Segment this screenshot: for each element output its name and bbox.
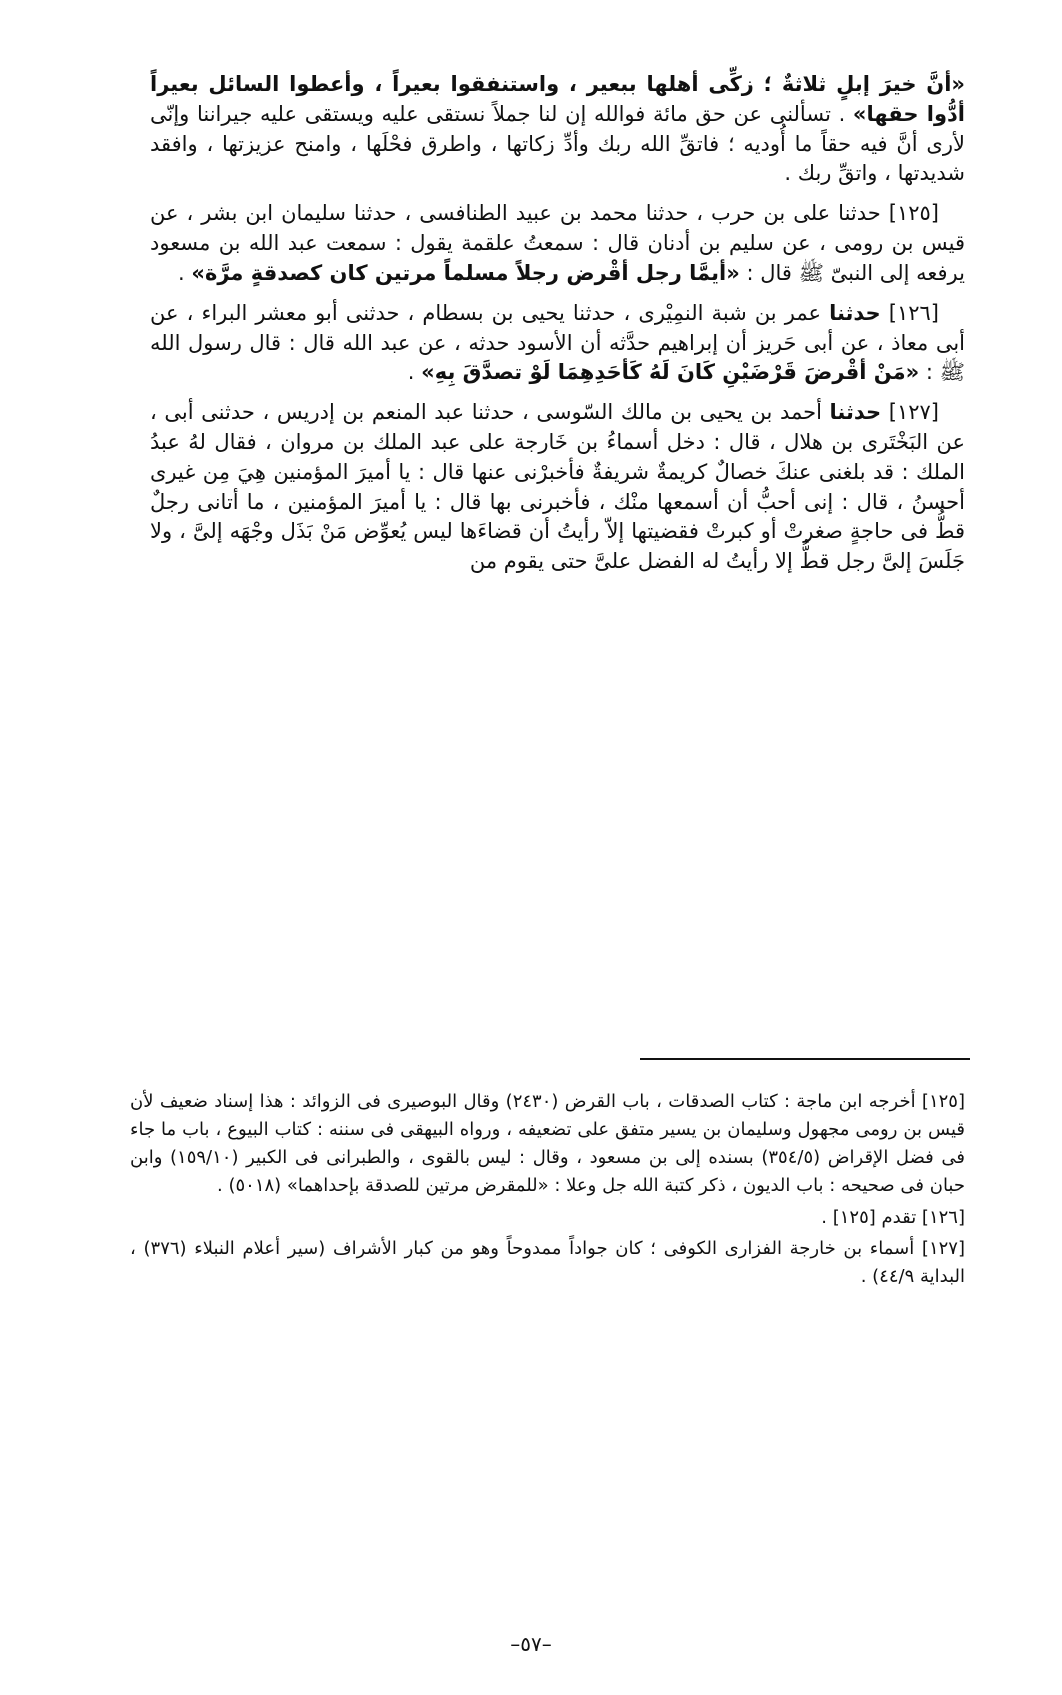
hadith-126-number: [١٢٦] xyxy=(880,300,939,325)
hadith-127-bold-start: حدثنا xyxy=(829,400,882,425)
footnotes xyxy=(130,1088,965,1295)
intro-rest: . تسألنى عن حق مائة فوالله إن لنا جملاً نستقى عليه ويستقى عليه جيراننا وإنّى لأرى أنَّ فيه حقاً ما أُوديه ؛ فاتقِّ الله ربك وأدِّ زكاتها ، واطرق فحْلَها ، وامنح عزيزتها ، وافقد شديدتها ، واتقِّ ربك . xyxy=(150,101,965,186)
hadith-125 xyxy=(150,199,965,288)
footnote-126: [١٢٦] تقدم [١٢٥] . xyxy=(821,1206,965,1228)
hadith-127 xyxy=(150,398,965,577)
footnote-125: [١٢٥] أخرجه ابن ماجة : كتاب الصدقات ، باب القرض (٢٤٣٠) وقال البوصيرى فى الزوائد : هذا إسناد ضعيف لأن قيس بن رومى مجهول وسليمان بن يسير متفق على تضعيفه ، ورواه البيهقى فى سننه : كتاب البيوع ، باب ما جاء فى فضل الإقراض (٣٥٤/٥) بسنده إلى بن مسعود ، وقال : ليس بالقوى ، والطبرانى فى الكبير (١٥٩/١٠) وابن حبان فى صحيحه : باب الديون ، ذكر كتبة الله جل وعلا : «للمقرض مرتين للصدقة بإحداهما» (٥٠١٨) . xyxy=(130,1091,966,1196)
page-number: –٥٧– xyxy=(510,1632,552,1656)
hadith-126 xyxy=(150,299,965,388)
hadith-126-bold-start: حدثنا xyxy=(829,300,881,325)
hadith-127-number: [١٢٧] xyxy=(881,400,939,425)
hadith-125-quote: «أيمَّا رجل أقْرض رجلاً مسلماً مرتين كان كصدقةٍ مرَّة» xyxy=(191,260,740,285)
main-text xyxy=(150,70,965,587)
footnote-127: [١٢٧] أسماء بن خارجة الفزارى الكوفى ؛ كان جواداً ممدوحاً وهو من كبار الأشراف (سير أعلام النبلاء (٣٧٦) ، البداية ٤٤/٩) . xyxy=(130,1238,965,1288)
intro-bold-quote: «أنَّ خيرَ إبلٍ ثلاثةٌ ؛ زكِّى أهلها ببعير ، واستنفقوا بعيراً ، وأعطوا السائل بعيراً أدُّوا حقها» xyxy=(150,72,965,126)
hadith-126-end: . xyxy=(407,360,422,385)
intro-paragraph xyxy=(150,70,965,189)
hadith-126-text: عمر بن شبة النمِيْرى ، حدثنا يحيى بن بسطام ، حدثنى أبو معشر البراء ، عن أبى معاذ ، عن أبى حَريز أن إبراهيم حدَّثه أن الأسود حدثه ، عن عبد الله قال : قال رسول الله ﷺ : xyxy=(150,300,965,385)
hadith-125-end: . xyxy=(178,260,192,285)
hadith-125-text: [١٢٥] حدثنا على بن حرب ، حدثنا محمد بن عبيد الطنافسى ، حدثنا سليمان ابن بشر ، عن قيس بن رومى ، عن سليم بن أدنان قال : سمعتُ علقمة يقول : سمعت عبد الله بن مسعود يرفعه إلى النبىّ ﷺ قال : xyxy=(150,201,965,285)
hadith-126-quote: «مَنْ أقْرضَ قَرْضَيْنِ كَانَ لَهُ كَأحَدِهِمَا لَوْ تصدَّقَ بِهِ» xyxy=(421,360,920,385)
footnote-separator xyxy=(640,1058,970,1060)
hadith-127-text: أحمد بن يحيى بن مالك السّوسى ، حدثنا عبد المنعم بن إدريس ، حدثنى أبى ، عن البَخْتَرى بن هلال ، قال : دخل أسماءُ بن خَارجة على عبد الملك بن مروان ، فقال لهُ عبدُ الملك : قد بلغنى عنكَ خصالٌ كريمةٌ شريفةٌ فأخبرْنى عنها قال : يا أميرَ المؤمنين هِيَ مِن غيرى أحسنُ ، قال : إنى أحبُّ أن أسمعها منْك ، فأخبرنى بها قال : يا أميرَ المؤمنين ، ما أتانى رجلٌ قطُّ فى حاجةٍ صغرتْ أو كبرتْ فقضيتها إلاّ رأيتُ أن قضاءَها ليس يُعوِّض مَنْ بَذَل وجْهَه إلىَّ ، ولا جَلَسَ إلىَّ رجل قطُّ إلا رأيتُ له الفضل علىَّ حتى يقوم من xyxy=(150,400,965,574)
